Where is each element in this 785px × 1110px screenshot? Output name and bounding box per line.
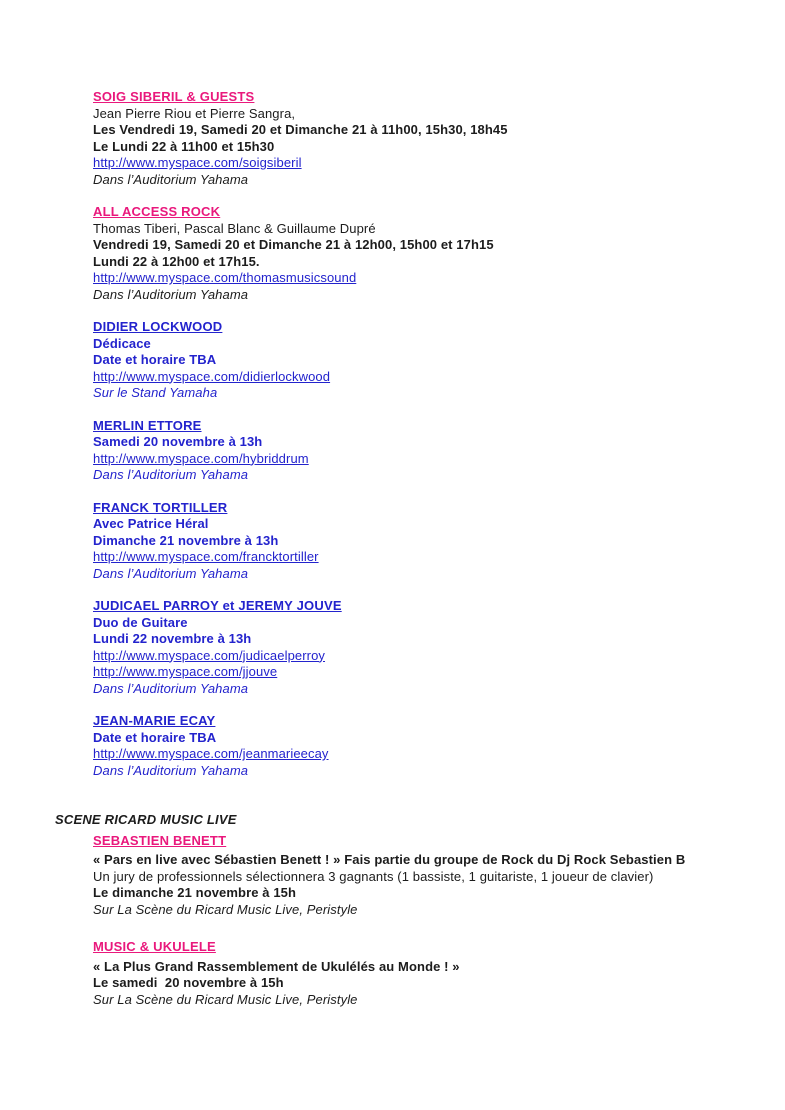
section-line: Dédicace xyxy=(93,335,151,351)
event-section xyxy=(93,833,760,919)
artist-heading: DIDIER LOCKWOOD xyxy=(93,319,223,334)
section-line: Le dimanche 21 novembre à 15h xyxy=(93,885,297,900)
event-section xyxy=(93,500,760,583)
myspace-link[interactable]: http://www.myspace.com/jjouve xyxy=(93,664,278,679)
section-line: Le samedi 20 novembre à 15h xyxy=(93,975,284,990)
section-line: Les Vendredi 19, Samedi 20 et Dimanche 21 à 11h00, 15h30, 18h45 xyxy=(93,122,508,137)
event-section xyxy=(93,939,760,1008)
heading-row xyxy=(93,89,760,106)
heading-row xyxy=(93,500,760,517)
section-line: Date et horaire TBA xyxy=(93,729,217,745)
line-row xyxy=(93,270,760,287)
event-section xyxy=(93,89,760,188)
section-line: Dans l’Auditorium Yahama xyxy=(93,565,249,581)
section-line: Sur La Scène du Ricard Music Live, Peristyle xyxy=(93,991,358,1007)
myspace-link[interactable]: http://www.myspace.com/francktortiller xyxy=(93,549,319,564)
section-lines xyxy=(93,852,760,918)
heading-row xyxy=(93,598,760,615)
section-line: Lundi 22 novembre à 13h xyxy=(93,631,252,646)
section-line: Dans l’Auditorium Yahama xyxy=(93,286,249,302)
section-lines xyxy=(93,221,760,304)
artist-heading: ALL ACCESS ROCK xyxy=(93,204,221,219)
event-section xyxy=(93,204,760,303)
event-section xyxy=(93,319,760,402)
heading-row xyxy=(93,204,760,221)
artist-heading: MUSIC & UKULELE xyxy=(93,939,216,954)
section-lines xyxy=(93,730,760,780)
heading-row xyxy=(93,939,760,956)
line-row xyxy=(93,451,760,468)
section-lines xyxy=(93,615,760,698)
section-line: « Pars en live avec Sébastien Benett ! » Fais partie du groupe de Rock du Dj Rock Sebastien B xyxy=(93,852,686,867)
section-line: Sur La Scène du Ricard Music Live, Peristyle xyxy=(93,901,358,917)
line-row xyxy=(93,155,760,172)
section-line: Samedi 20 novembre à 13h xyxy=(93,434,263,449)
heading-row xyxy=(93,319,760,336)
section-line: Vendredi 19, Samedi 20 et Dimanche 21 à 12h00, 15h00 et 17h15 xyxy=(93,237,494,252)
section-line: Dans l’Auditorium Yahama xyxy=(93,171,249,187)
section-line: Jean Pierre Riou et Pierre Sangra, xyxy=(93,105,296,121)
artist-heading: JUDICAEL PARROY et JEREMY JOUVE xyxy=(93,598,342,613)
heading-row xyxy=(93,713,760,730)
line-row xyxy=(93,549,760,566)
section-line: Date et horaire TBA xyxy=(93,352,217,367)
myspace-link[interactable]: http://www.myspace.com/soigsiberil xyxy=(93,155,302,170)
line-row xyxy=(93,664,760,681)
artist-heading: SEBASTIEN BENETT xyxy=(93,832,227,848)
section-lines xyxy=(93,516,760,582)
section-line: Lundi 22 à 12h00 et 17h15. xyxy=(93,253,260,269)
line-row xyxy=(93,648,760,665)
artist-heading: FRANCK TORTILLER xyxy=(93,499,228,515)
auditorium-sections xyxy=(93,89,760,779)
section-line: Dimanche 21 novembre à 13h xyxy=(93,532,279,548)
section-lines xyxy=(93,336,760,402)
heading-row xyxy=(93,418,760,435)
myspace-link[interactable]: http://www.myspace.com/jeanmarieecay xyxy=(93,746,329,761)
event-section xyxy=(93,418,760,484)
myspace-link[interactable]: http://www.myspace.com/thomasmusicsound xyxy=(93,270,357,285)
section-lines xyxy=(93,959,760,1009)
artist-heading: JEAN-MARIE ECAY xyxy=(93,713,216,728)
section-line: Duo de Guitare xyxy=(93,614,188,630)
myspace-link[interactable]: http://www.myspace.com/judicaelperroy xyxy=(93,647,326,663)
section-line: Avec Patrice Héral xyxy=(93,516,209,531)
section-lines xyxy=(93,434,760,484)
scene-ricard-header: SCENE RICARD MUSIC LIVE xyxy=(55,812,237,827)
myspace-link[interactable]: http://www.myspace.com/hybriddrum xyxy=(93,450,309,466)
section-line: Sur le Stand Yamaha xyxy=(93,385,218,400)
line-row xyxy=(93,369,760,386)
heading-row xyxy=(93,833,760,850)
section-line: Dans l’Auditorium Yahama xyxy=(93,762,249,778)
scene-ricard-sections xyxy=(93,833,760,1009)
myspace-link[interactable]: http://www.myspace.com/didierlockwood xyxy=(93,368,331,384)
line-row xyxy=(93,746,760,763)
section-line: Le Lundi 22 à 11h00 et 15h30 xyxy=(93,138,275,154)
section-line: « La Plus Grand Rassemblement de Ukulélés au Monde ! » xyxy=(93,958,460,974)
artist-heading: MERLIN ETTORE xyxy=(93,417,202,433)
event-section xyxy=(93,713,760,779)
artist-heading: SOIG SIBERIL & GUESTS xyxy=(93,89,255,104)
section-line: Dans l’Auditorium Yahama xyxy=(93,467,249,482)
event-section xyxy=(93,598,760,697)
section-line: Dans l’Auditorium Yahama xyxy=(93,680,249,696)
section-line: Un jury de professionnels sélectionnera 3 gagnants (1 bassiste, 1 guitariste, 1 joueur de clavier) xyxy=(93,868,654,884)
section-line: Thomas Tiberi, Pascal Blanc & Guillaume Dupré xyxy=(93,220,376,236)
section-lines xyxy=(93,106,760,189)
